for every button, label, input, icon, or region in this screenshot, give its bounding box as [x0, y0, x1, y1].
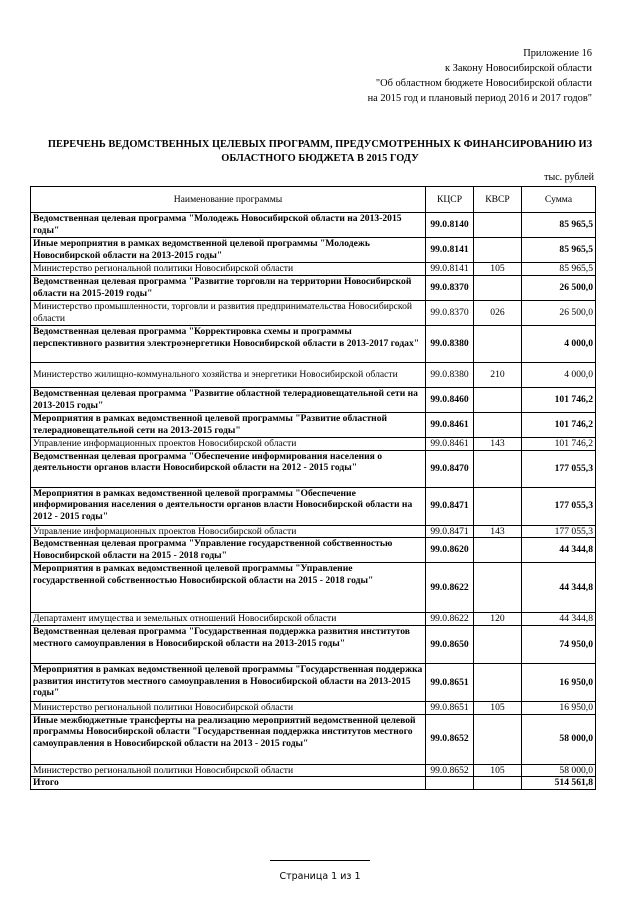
- table-row: [31, 238, 596, 263]
- cell-program-name: Ведомственная целевая программа "Развитие областной телерадиовещательной сети на 2013-2015 годы": [31, 388, 426, 413]
- cell-program-name: Министерство региональной политики Новосибирской области: [31, 764, 426, 777]
- cell-sum: 58 000,0: [522, 714, 596, 764]
- cell-kcsr: 99.0.8471: [426, 525, 474, 538]
- cell-kcsr: 99.0.8140: [426, 213, 474, 238]
- cell-kvsr: [474, 388, 522, 413]
- table-row: [31, 777, 596, 790]
- column-header-kcsr: КЦСР: [426, 187, 474, 213]
- column-header-sum: Сумма: [522, 187, 596, 213]
- cell-kvsr: [474, 238, 522, 263]
- appendix-line: Приложение 16: [523, 48, 592, 59]
- cell-sum: 4 000,0: [522, 326, 596, 363]
- cell-kcsr: 99.0.8380: [426, 326, 474, 363]
- cell-program-name: Министерство жилищно-коммунального хозяйства и энергетики Новосибирской области: [31, 363, 426, 388]
- cell-kcsr: 99.0.8652: [426, 764, 474, 777]
- cell-program-name: Иные межбюджетные трансферты на реализацию мероприятий ведомственной целевой программы Новосибирской области "Государственная поддержка институтов местного самоуправления в Новосибирской области на 2013 - 2015 годы": [31, 714, 426, 764]
- cell-program-name: Министерство региональной политики Новосибирской области: [31, 702, 426, 715]
- cell-kcsr: [426, 777, 474, 790]
- cell-kcsr: 99.0.8651: [426, 702, 474, 715]
- table-row: [31, 326, 596, 363]
- table-row: [31, 213, 596, 238]
- cell-kvsr: [474, 664, 522, 702]
- table-row: [31, 301, 596, 326]
- cell-program-name: Управление информационных проектов Новосибирской области: [31, 438, 426, 451]
- table-row: [31, 563, 596, 613]
- cell-kcsr: 99.0.8370: [426, 301, 474, 326]
- cell-kvsr: [474, 538, 522, 563]
- cell-sum: 16 950,0: [522, 702, 596, 715]
- cell-sum: 101 746,2: [522, 438, 596, 451]
- table-row: [31, 363, 596, 388]
- cell-sum: 58 000,0: [522, 764, 596, 777]
- cell-sum: 44 344,8: [522, 538, 596, 563]
- cell-program-name: Департамент имущества и земельных отношений Новосибирской области: [31, 613, 426, 626]
- appendix-line: к Закону Новосибирской области: [445, 63, 592, 74]
- cell-sum: 85 965,5: [522, 213, 596, 238]
- cell-program-name: Ведомственная целевая программа "Корректировка схемы и программы перспективного развития электроэнергетики Новосибирской области в 2013-2017 годах": [31, 326, 426, 363]
- programs-table: [30, 186, 596, 790]
- cell-sum: 85 965,5: [522, 238, 596, 263]
- cell-kvsr: 105: [474, 764, 522, 777]
- cell-kcsr: 99.0.8471: [426, 487, 474, 525]
- cell-program-name: Мероприятия в рамках ведомственной целевой программы "Обеспечение информирования населения о деятельности органов власти Новосибирской области на 2012 - 2015 годы": [31, 487, 426, 525]
- appendix-line: на 2015 год и плановый период 2016 и 2017 годов": [367, 93, 592, 104]
- cell-program-name: Ведомственная целевая программа "Молодежь Новосибирской области на 2013-2015 годы": [31, 213, 426, 238]
- footer-divider: [270, 860, 370, 861]
- cell-sum: 26 500,0: [522, 301, 596, 326]
- table-row: [31, 538, 596, 563]
- cell-sum: 74 950,0: [522, 626, 596, 664]
- cell-sum: 514 561,8: [522, 777, 596, 790]
- cell-program-name: Управление информационных проектов Новосибирской области: [31, 525, 426, 538]
- cell-kcsr: 99.0.8461: [426, 413, 474, 438]
- cell-kcsr: 99.0.8461: [426, 438, 474, 451]
- page-number: Страница 1 из 1: [279, 871, 361, 882]
- cell-program-name: Иные мероприятия в рамках ведомственной целевой программы "Молодежь Новосибирской области на 2013-2015 годы": [31, 238, 426, 263]
- cell-kvsr: [474, 450, 522, 487]
- cell-program-name: Ведомственная целевая программа "Развитие торговли на территории Новосибирской области на 2015-2019 годы": [31, 276, 426, 301]
- cell-kcsr: 99.0.8141: [426, 238, 474, 263]
- title-line-1: ПЕРЕЧЕНЬ ВЕДОМСТВЕННЫХ ЦЕЛЕВЫХ ПРОГРАММ, ПРЕДУСМОТРЕННЫХ К ФИНАНСИРОВАНИЮ ИЗ: [47, 139, 593, 150]
- table-row: [31, 487, 596, 525]
- cell-kvsr: 210: [474, 363, 522, 388]
- cell-sum: 101 746,2: [522, 413, 596, 438]
- cell-program-name: Мероприятия в рамках ведомственной целевой программы "Государственная поддержка развития институтов местного самоуправления в Новосибирской области на 2013-2015 годы": [31, 664, 426, 702]
- table-row: [31, 525, 596, 538]
- cell-kcsr: 99.0.8370: [426, 276, 474, 301]
- cell-program-name: Мероприятия в рамках ведомственной целевой программы "Управление государственной собственностью Новосибирской области на 2015 - 2018 годы": [31, 563, 426, 613]
- cell-kcsr: 99.0.8622: [426, 563, 474, 613]
- cell-program-name: Министерство региональной политики Новосибирской области: [31, 263, 426, 276]
- cell-kvsr: 143: [474, 525, 522, 538]
- cell-program-name: Мероприятия в рамках ведомственной целевой программы "Развитие областной телерадиовещательной сети на 2013-2015 годы": [31, 413, 426, 438]
- cell-kcsr: 99.0.8141: [426, 263, 474, 276]
- cell-sum: 44 344,8: [522, 563, 596, 613]
- cell-kcsr: 99.0.8650: [426, 626, 474, 664]
- cell-kvsr: [474, 777, 522, 790]
- cell-kcsr: 99.0.8652: [426, 714, 474, 764]
- cell-program-name: Ведомственная целевая программа "Обеспечение информирования населения о деятельности органов власти Новосибирской области на 2012 - 2015 годы": [31, 450, 426, 487]
- table-row: [31, 276, 596, 301]
- cell-kcsr: 99.0.8651: [426, 664, 474, 702]
- cell-program-name: Итого: [31, 777, 426, 790]
- cell-kvsr: 026: [474, 301, 522, 326]
- table-header-row: [31, 187, 596, 213]
- cell-kcsr: 99.0.8380: [426, 363, 474, 388]
- cell-sum: 101 746,2: [522, 388, 596, 413]
- table-row: [31, 714, 596, 764]
- table-row: [31, 613, 596, 626]
- table-row: [31, 263, 596, 276]
- table-row: [31, 764, 596, 777]
- appendix-line: "Об областном бюджете Новосибирской области: [375, 78, 592, 89]
- cell-sum: 26 500,0: [522, 276, 596, 301]
- cell-program-name: Ведомственная целевая программа "Управление государственной собственностью Новосибирской области на 2015 - 2018 годы": [31, 538, 426, 563]
- cell-kvsr: [474, 714, 522, 764]
- document-title: [30, 138, 610, 166]
- cell-kvsr: [474, 563, 522, 613]
- cell-kcsr: 99.0.8470: [426, 450, 474, 487]
- column-header-kvsr: КВСР: [474, 187, 522, 213]
- cell-sum: 44 344,8: [522, 613, 596, 626]
- cell-kvsr: 143: [474, 438, 522, 451]
- cell-sum: 85 965,5: [522, 263, 596, 276]
- table-row: [31, 664, 596, 702]
- cell-kvsr: [474, 276, 522, 301]
- table-row: [31, 450, 596, 487]
- cell-kvsr: 105: [474, 263, 522, 276]
- cell-sum: 4 000,0: [522, 363, 596, 388]
- cell-kvsr: [474, 487, 522, 525]
- cell-kvsr: 105: [474, 702, 522, 715]
- cell-sum: 177 055,3: [522, 450, 596, 487]
- table-row: [31, 702, 596, 715]
- cell-kvsr: [474, 213, 522, 238]
- cell-kcsr: 99.0.8460: [426, 388, 474, 413]
- table-row: [31, 413, 596, 438]
- title-line-2: ОБЛАСТНОГО БЮДЖЕТА В 2015 ГОДУ: [221, 153, 419, 164]
- cell-sum: 177 055,3: [522, 487, 596, 525]
- table-row: [31, 388, 596, 413]
- cell-kcsr: 99.0.8622: [426, 613, 474, 626]
- cell-sum: 16 950,0: [522, 664, 596, 702]
- table-row: [31, 438, 596, 451]
- cell-sum: 177 055,3: [522, 525, 596, 538]
- column-header-name: Наименование программы: [31, 187, 426, 213]
- cell-kvsr: [474, 413, 522, 438]
- units-label: тыс. рублей: [544, 172, 594, 183]
- cell-kvsr: [474, 326, 522, 363]
- cell-kvsr: [474, 626, 522, 664]
- cell-program-name: Министерство промышленности, торговли и развития предпринимательства Новосибирской области: [31, 301, 426, 326]
- appendix-header: [368, 46, 592, 106]
- table-body: [31, 213, 596, 790]
- cell-program-name: Ведомственная целевая программа "Государственная поддержка развития институтов местного самоуправления в Новосибирской области на 2013-2015 годы": [31, 626, 426, 664]
- cell-kvsr: 120: [474, 613, 522, 626]
- cell-kcsr: 99.0.8620: [426, 538, 474, 563]
- table-row: [31, 626, 596, 664]
